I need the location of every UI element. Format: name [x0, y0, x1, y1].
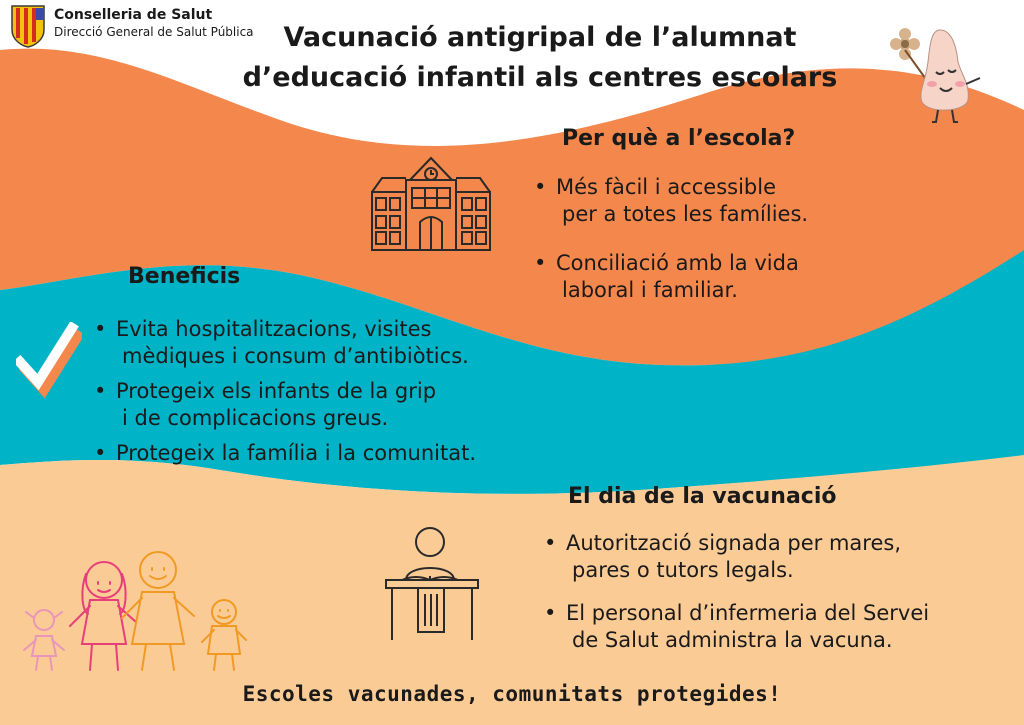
list-item: • Conciliació amb la vida laboral i familiar. [532, 250, 992, 304]
student-desk-icon [382, 522, 482, 642]
vaccination-day-list [542, 530, 1012, 670]
page-title [210, 18, 870, 98]
children-drawing-icon [18, 540, 248, 675]
list-item: • Protegeix els infants de la grip i de complicacions greus. [92, 378, 612, 432]
coat-of-arms-icon [10, 4, 46, 48]
list-item: • El personal d’infermeria del Servei de Salut administra la vacuna. [542, 600, 1012, 654]
title-line-2: d’educació infantil als centres escolars [242, 62, 838, 93]
why-school-heading: Per què a l’escola? [562, 126, 796, 151]
vaccination-day-heading: El dia de la vacunació [568, 484, 837, 509]
list-item: • Protegeix la família i la comunitat. [92, 440, 612, 467]
org-name: Conselleria de Salut [54, 7, 213, 23]
why-school-list [532, 174, 992, 326]
list-item: • Més fàcil i accessible per a totes les famílies. [532, 174, 992, 228]
list-item: • Autorització signada per mares, pares o tutors legals. [542, 530, 1012, 584]
nose-mascot-icon [888, 22, 998, 132]
list-item: • Evita hospitalitzacions, visites mèdiques i consum d’antibiòtics. [92, 316, 612, 370]
benefits-list [92, 316, 612, 475]
org-department: Direcció General de Salut Pública [54, 25, 254, 39]
school-building-icon [370, 152, 492, 252]
benefits-heading: Beneficis [128, 264, 241, 289]
checkmark-icon [16, 322, 82, 402]
title-line-1: Vacunació antigripal de l’alumnat [283, 22, 797, 53]
footer-slogan: Escoles vacunades, comunitats protegides! [242, 682, 782, 706]
